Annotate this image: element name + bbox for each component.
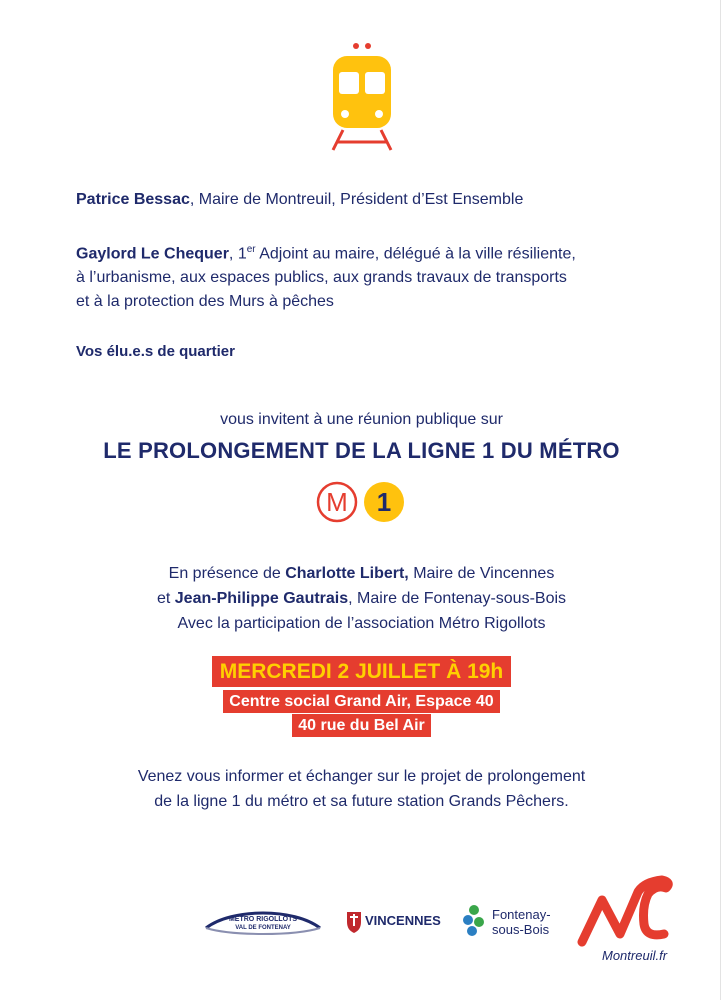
host-name: Gaylord Le Chequer: [76, 245, 229, 263]
host-role-part: Adjoint au maire, délégué à la ville résiliente,: [255, 245, 576, 263]
event-place: Centre social Grand Air, Espace 40: [223, 690, 499, 713]
host-lechequer: [76, 238, 576, 314]
logo-text: sous-Bois: [492, 922, 550, 937]
metro-letter: M: [326, 487, 348, 517]
host-role-line: et à la protection des Murs à pêches: [76, 293, 334, 311]
presence-line-1: [0, 562, 723, 586]
closing-line-2: de la ligne 1 du métro et sa future station Grands Pêchers.: [154, 793, 569, 810]
host-bessac: [76, 188, 523, 212]
line-number: 1: [376, 487, 392, 517]
local-councillors: Vos élu.e.s de quartier: [76, 343, 235, 360]
vincennes-logo: [345, 908, 445, 934]
host-role-line: à l’urbanisme, aux espaces publics, aux grands travaux de transports: [76, 269, 567, 287]
montreuil-logo: [572, 872, 682, 964]
line-1-badge: [364, 482, 404, 522]
logo-text: Fontenay-: [492, 907, 551, 922]
metro-m-icon: [318, 483, 356, 521]
guest-name: Jean-Philippe Gautrais: [174, 590, 349, 607]
text-part: , Maire de Fontenay-sous-Bois: [348, 590, 567, 607]
metro-rigollots-logo: [202, 906, 324, 936]
host-role: , Maire de Montreuil, Président d’Est Ensemble: [189, 191, 524, 208]
metro-train-icon: [329, 40, 395, 152]
event-date: MERCREDI 2 JUILLET À 19h: [212, 656, 512, 687]
logo-text: Montreuil.fr: [602, 948, 668, 963]
host-name: Patrice Bessac: [76, 191, 190, 208]
text-part: Maire de Vincennes: [408, 565, 555, 582]
event-place-row: [0, 690, 723, 713]
page-edge: [720, 0, 721, 1000]
event-address-row: [0, 714, 723, 737]
fontenay-logo: [462, 900, 562, 942]
text-part: En présence de: [168, 565, 286, 582]
ordinal-superscript: er: [246, 244, 256, 255]
presence-line-3: Avec la participation de l’association Métro Rigollots: [177, 615, 546, 632]
guest-name: Charlotte Libert,: [285, 565, 409, 582]
host-role-part: , 1: [228, 245, 247, 263]
presence-line-2: [0, 587, 723, 611]
invite-intro: vous invitent à une réunion publique sur: [220, 411, 503, 428]
logo-text: VINCENNES: [365, 913, 441, 928]
event-date-row: [0, 656, 723, 689]
logo-text: VAL DE FONTENAY: [235, 925, 291, 931]
metro-line-1-logo: [315, 480, 409, 524]
closing-line-1: Venez vous informer et échanger sur le projet de prolongement: [137, 768, 586, 785]
logo-text: MÉTRO RIGOLLOTS: [228, 916, 298, 923]
partner-logos: [0, 870, 723, 970]
text-part: et: [156, 590, 175, 607]
headline: LE PROLONGEMENT DE LA LIGNE 1 DU MÉTRO: [103, 438, 620, 463]
event-address: 40 rue du Bel Air: [292, 714, 431, 737]
